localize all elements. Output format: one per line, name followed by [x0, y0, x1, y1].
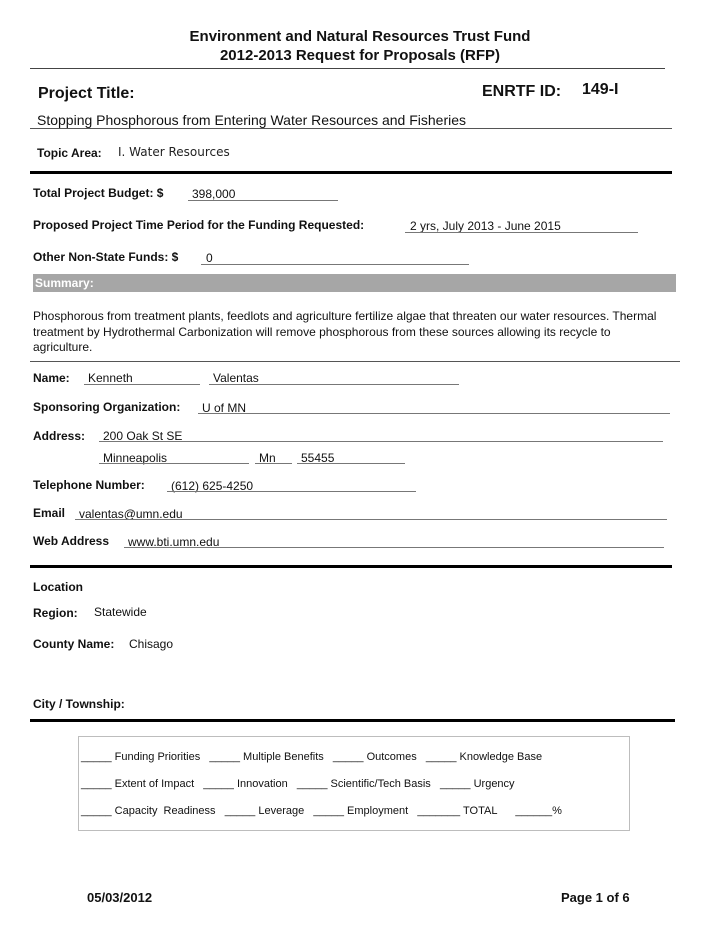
summary-rule [30, 361, 680, 362]
time-period-underline [405, 232, 638, 233]
enrtf-id-value: 149-I [582, 81, 619, 98]
email-value: valentas@umn.edu [79, 507, 183, 521]
state-value: Mn [259, 451, 276, 465]
contact-rule [30, 565, 672, 568]
header-subtitle: 2012-2013 Request for Proposals (RFP) [219, 47, 501, 64]
city-township-label: City / Township: [33, 697, 125, 711]
web-address-label: Web Address [33, 534, 110, 548]
topic-rule [30, 171, 672, 174]
region-value: Statewide [94, 605, 147, 619]
last-name-value: Valentas [213, 371, 259, 385]
footer-date: 05/03/2012 [87, 890, 153, 905]
topic-area-value: I. Water Resources [118, 145, 230, 159]
county-name-label: County Name: [33, 637, 115, 651]
first-name-underline [84, 384, 200, 385]
project-title-value: Stopping Phosphorous from Entering Water Resources and Fisheries [37, 112, 467, 128]
total-budget-value: 398,000 [192, 187, 236, 201]
header-title: Environment and Natural Resources Trust Fund [189, 28, 531, 45]
last-name-underline [209, 384, 459, 385]
name-label: Name: [33, 371, 70, 385]
telephone-value: (612) 625-4250 [171, 479, 254, 493]
web-address-underline [124, 547, 664, 548]
zip-underline [297, 463, 405, 464]
street-value: 200 Oak St SE [103, 429, 183, 443]
time-period-value: 2 yrs, July 2013 - June 2015 [410, 219, 561, 233]
other-funds-value: 0 [206, 251, 213, 265]
sponsoring-org-value: U of MN [202, 401, 247, 415]
scoring-row-3: _____ Capacity Readiness _____ Leverage _____ Employment _______ TOTAL ______% [81, 805, 562, 817]
enrtf-id-label: ENRTF ID: [482, 83, 562, 100]
location-rule [30, 719, 675, 722]
web-address-value: www.bti.umn.edu [128, 535, 220, 549]
time-period-label: Proposed Project Time Period for the Funding Requested: [33, 218, 365, 232]
address-label: Address: [33, 429, 86, 443]
city-underline [99, 463, 249, 464]
scoring-row-2: _____ Extent of Impact _____ Innovation _____ Scientific/Tech Basis _____ Urgency [81, 778, 515, 790]
summary-heading: Summary: [33, 274, 676, 292]
first-name-value: Kenneth [88, 371, 133, 385]
zip-value: 55455 [301, 451, 335, 465]
total-budget-underline [188, 200, 338, 201]
footer-page-number: Page 1 of 6 [561, 890, 630, 905]
project-title-label: Project Title: [38, 85, 135, 102]
location-heading: Location [33, 580, 83, 594]
scoring-row-1: _____ Funding Priorities _____ Multiple Benefits _____ Outcomes _____ Knowledge Base [81, 751, 543, 763]
summary-text: Phosphorous from treatment plants, feedlots and agriculture fertilize algae that threaten our water resources. Thermal treatment by Hydrothermal Carbonization will remove phosphorous from these sources allowing its recycle to agriculture. [33, 309, 657, 354]
email-label: Email [33, 506, 66, 520]
region-label: Region: [33, 606, 78, 620]
other-funds-underline [201, 264, 469, 265]
scoring-box [78, 736, 630, 831]
other-funds-label: Other Non-State Funds: $ [33, 250, 179, 264]
telephone-underline [167, 491, 416, 492]
sponsoring-org-underline [198, 413, 670, 414]
state-underline [255, 463, 292, 464]
total-budget-label: Total Project Budget: $ [33, 186, 164, 200]
email-underline [75, 519, 667, 520]
street-underline [99, 441, 663, 442]
city-value: Minneapolis [103, 451, 168, 465]
header-rule [30, 68, 665, 69]
county-name-value: Chisago [129, 637, 174, 651]
topic-area-label: Topic Area: [37, 146, 102, 160]
title-rule [30, 128, 672, 129]
sponsoring-org-label: Sponsoring Organization: [33, 400, 181, 414]
telephone-label: Telephone Number: [33, 478, 145, 492]
